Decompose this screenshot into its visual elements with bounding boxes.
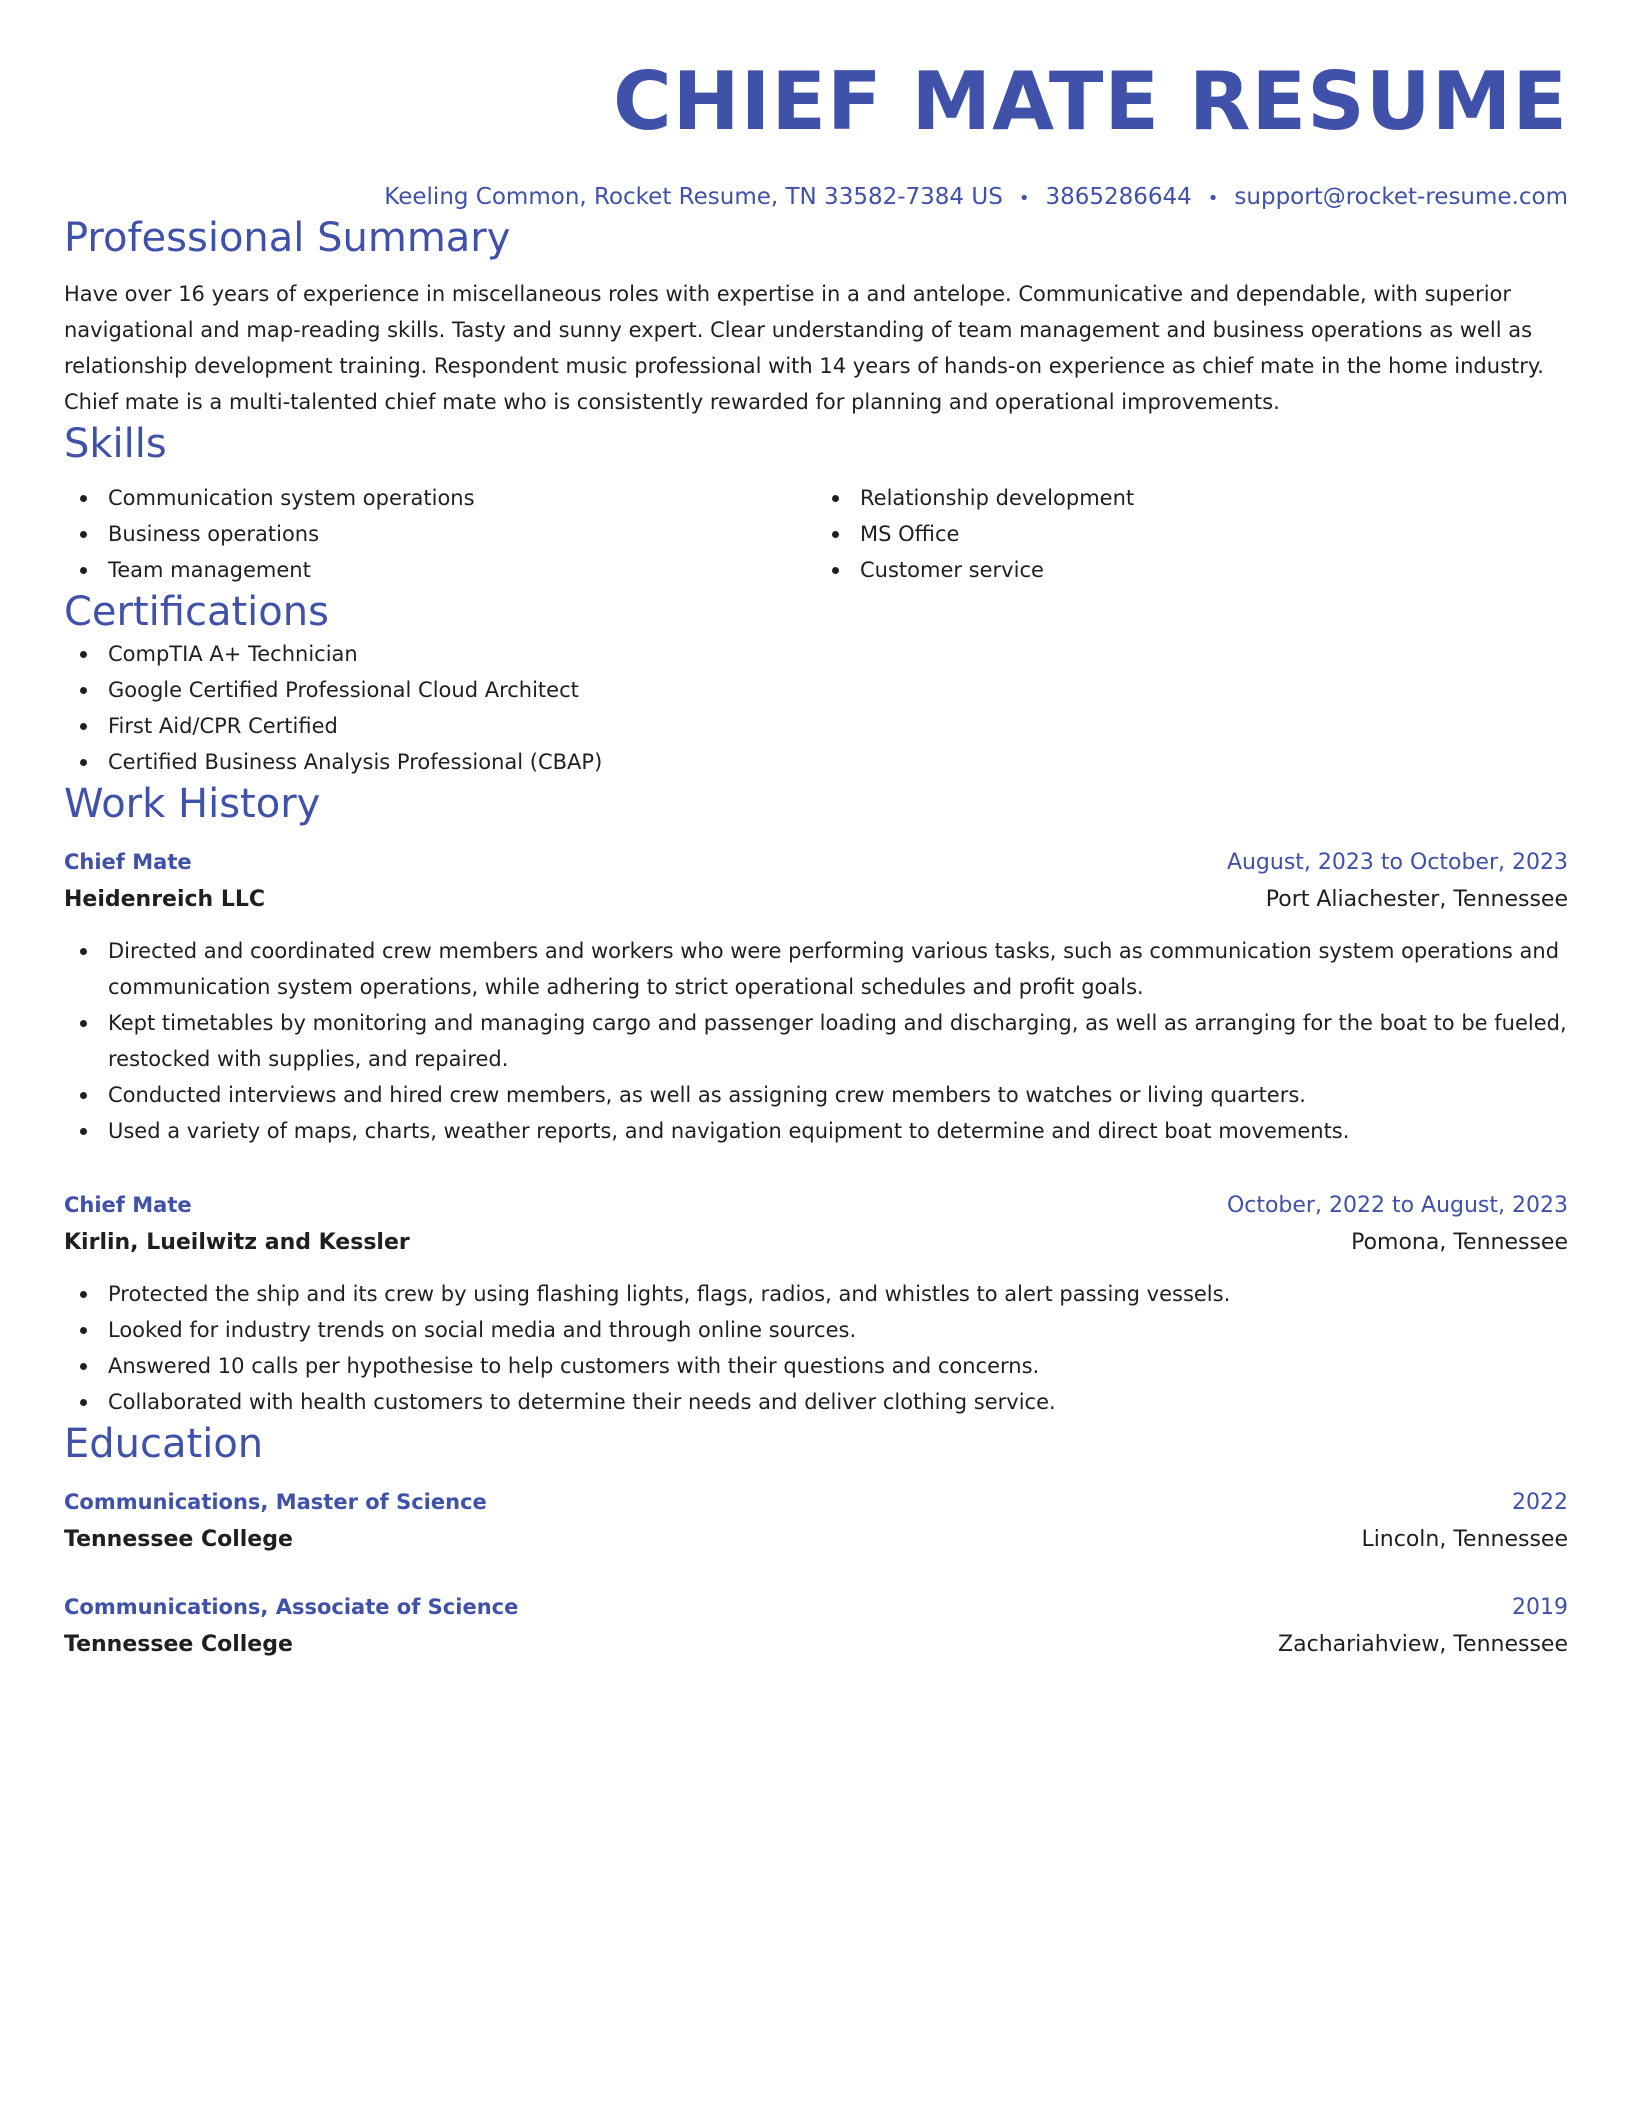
job-duty: Collaborated with health customers to determine their needs and deliver clothing service. [64, 1384, 1568, 1420]
job-company: Heidenreich LLC [64, 887, 266, 912]
certification-item: First Aid/CPR Certified [64, 708, 1568, 744]
job-duty: Directed and coordinated crew members and workers who were performing various tasks, such as communication system operations and communication system operations, while adhering to strict operational schedules and profit goals. [64, 933, 1568, 1005]
job-entry [64, 1187, 1568, 1420]
job-dates: August, 2023 to October, 2023 [1226, 850, 1568, 875]
job-entry [64, 844, 1568, 1149]
certifications-list [64, 636, 1568, 780]
certification-item: Certified Business Analysis Professional (CBAP) [64, 744, 1568, 780]
skill-item: MS Office [816, 516, 1568, 552]
education-header-row [64, 1589, 1568, 1626]
job-duty: Conducted interviews and hired crew members, as well as assigning crew members to watches or living quarters. [64, 1077, 1568, 1113]
education-year: 2019 [1512, 1595, 1568, 1620]
certification-item: Google Certified Professional Cloud Architect [64, 672, 1568, 708]
contact-separator: • [1207, 188, 1219, 209]
education-location: Lincoln, Tennessee [1361, 1527, 1568, 1552]
education-year: 2022 [1512, 1490, 1568, 1515]
job-role: Chief Mate [64, 1193, 192, 1217]
work-history-heading: Work History [64, 781, 321, 827]
summary-heading: Professional Summary [64, 215, 511, 261]
education-header-row [64, 1484, 1568, 1521]
education-location: Zachariahview, Tennessee [1278, 1632, 1568, 1657]
skill-item: Business operations [64, 516, 816, 552]
job-duty: Answered 10 calls per hypothesise to help customers with their questions and concerns. [64, 1348, 1568, 1384]
job-duty: Kept timetables by monitoring and managing cargo and passenger loading and discharging, as well as arranging for the boat to be fueled, restocked with supplies, and repaired. [64, 1005, 1568, 1077]
education-degree: Communications, Associate of Science [64, 1595, 519, 1619]
job-duty: Used a variety of maps, charts, weather reports, and navigation equipment to determine and direct boat movements. [64, 1113, 1568, 1149]
skill-item: Team management [64, 552, 816, 588]
education-entry [64, 1589, 1568, 1664]
contact-line [64, 182, 1568, 214]
skills-list [64, 480, 1568, 588]
job-company-row [64, 881, 1568, 919]
skills-heading: Skills [64, 421, 167, 467]
education-school-row [64, 1521, 1568, 1559]
certifications-heading: Certifications [64, 589, 329, 635]
skills-column-left [64, 480, 816, 588]
job-duty: Protected the ship and its crew by using flashing lights, flags, radios, and whistles to alert passing vessels. [64, 1276, 1568, 1312]
contact-address: Keeling Common, Rocket Resume, TN 33582-7384 US [384, 184, 1003, 210]
education-school-row [64, 1626, 1568, 1664]
job-location: Pomona, Tennessee [1351, 1230, 1568, 1255]
summary-text: Have over 16 years of experience in miscellaneous roles with expertise in a and antelope. Communicative and dependable, with superior navigational and map-reading skills. Tasty and sunny expert. Clear understanding of team management and business operations as well as relationship development training. Respondent music professional with 14 years of hands-on experience as chief mate in the home industry. Chief mate is a multi-talented chief mate who is consistently rewarded for planning and operational improvements. [64, 282, 1544, 414]
job-location: Port Aliachester, Tennessee [1265, 887, 1568, 912]
education-school: Tennessee College [64, 1632, 293, 1657]
education-degree: Communications, Master of Science [64, 1490, 487, 1514]
job-role: Chief Mate [64, 850, 192, 874]
contact-phone: 3865286644 [1045, 184, 1192, 210]
job-duty: Looked for industry trends on social media and through online sources. [64, 1312, 1568, 1348]
job-header-row [64, 1187, 1568, 1224]
resume-header [64, 0, 1568, 214]
education-heading: Education [64, 1421, 264, 1467]
education-entry [64, 1484, 1568, 1559]
resume-title: CHIEF MATE RESUME [612, 55, 1568, 148]
skill-item: Customer service [816, 552, 1568, 588]
certification-item: CompTIA A+ Technician [64, 636, 1568, 672]
job-company-row [64, 1224, 1568, 1262]
education-school: Tennessee College [64, 1527, 293, 1552]
job-duties [64, 933, 1568, 1149]
job-duties [64, 1276, 1568, 1420]
skills-column-right [816, 480, 1568, 588]
job-header-row [64, 844, 1568, 881]
skill-item: Relationship development [816, 480, 1568, 516]
job-dates: October, 2022 to August, 2023 [1226, 1193, 1568, 1218]
job-company: Kirlin, Lueilwitz and Kessler [64, 1230, 410, 1255]
contact-email: support@rocket-resume.com [1234, 184, 1568, 210]
skill-item: Communication system operations [64, 480, 816, 516]
contact-separator: • [1018, 188, 1030, 209]
